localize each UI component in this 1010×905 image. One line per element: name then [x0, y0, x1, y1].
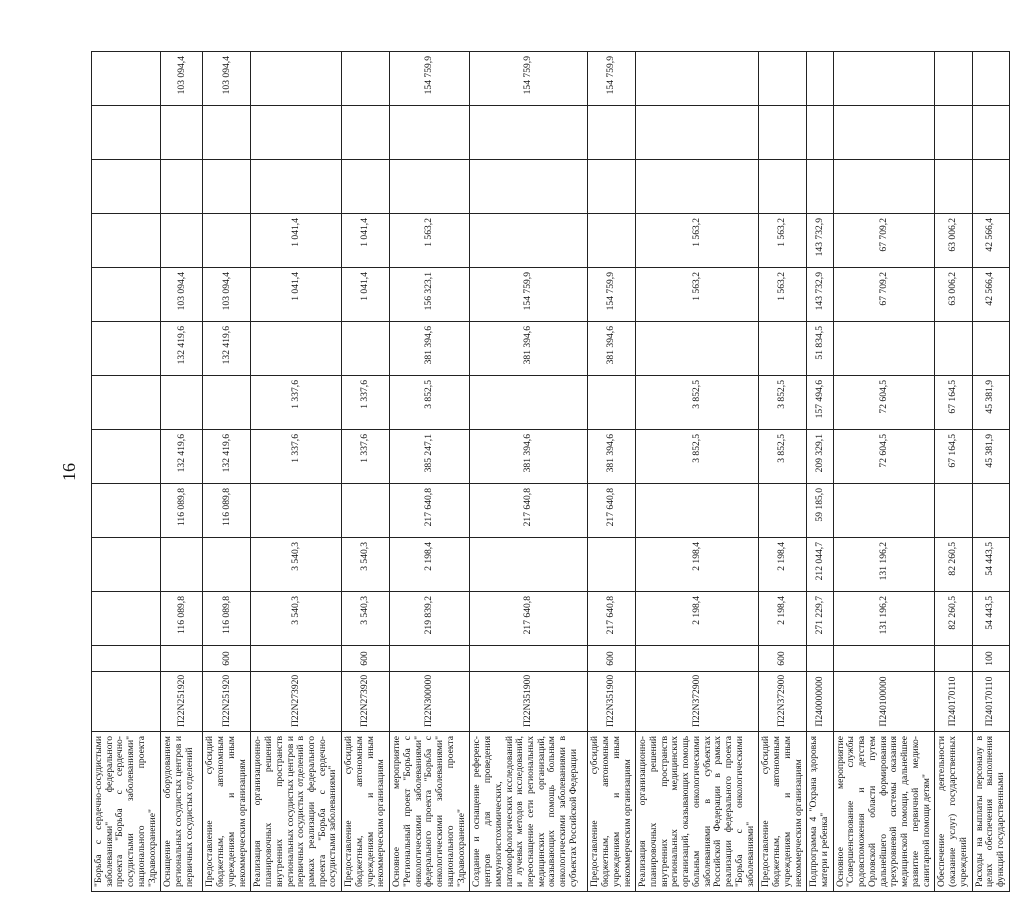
amount-cell: 381 394,6	[390, 322, 470, 376]
amount-cell: 116 089,8	[161, 592, 203, 646]
row-name-cell: Обеспечение деятельности (оказание услуг) государственных учреждений	[935, 732, 972, 892]
amount-cell: 3 540,3	[342, 592, 390, 646]
row-name-cell: Предоставление субсидий бюджетным, автономным учреждениям и иным некоммерческим организациям	[203, 732, 251, 892]
amount-cell: 103 094,4	[161, 268, 203, 322]
expense-type-cell	[636, 646, 759, 672]
amount-cell: 1 041,4	[342, 268, 390, 322]
row-name-cell: Предоставление субсидий бюджетным, автономным учреждениям и иным некоммерческим организациям	[342, 732, 390, 892]
amount-cell: 45 381,9	[972, 430, 1009, 484]
amount-cell	[342, 106, 390, 160]
amount-cell: 67 709,2	[833, 268, 935, 322]
amount-cell	[390, 106, 470, 160]
target-code-cell: П22N251920	[161, 672, 203, 732]
amount-cell	[759, 160, 807, 214]
page-number: 16	[59, 463, 79, 481]
amount-cell	[935, 484, 972, 538]
amount-cell: 154 759,9	[470, 52, 588, 106]
amount-cell	[92, 268, 161, 322]
amount-cell	[161, 160, 203, 214]
amount-cell	[251, 484, 342, 538]
amount-cell: 2 198,4	[390, 538, 470, 592]
amount-cell: 1 337,6	[251, 376, 342, 430]
amount-cell: 2 198,4	[636, 538, 759, 592]
amount-cell	[588, 214, 636, 268]
amount-cell	[342, 484, 390, 538]
budget-table	[91, 51, 1010, 892]
expense-type-cell	[251, 646, 342, 672]
target-code-cell: П22N351900	[470, 672, 588, 732]
row-name-cell: Предоставление субсидий бюджетным, автономным учреждениям и иным некоммерческим организациям	[759, 732, 807, 892]
amount-cell	[636, 160, 759, 214]
amount-cell: 3 852,5	[636, 376, 759, 430]
amount-cell	[972, 322, 1009, 376]
row-name-cell: Реализация организационно-планировочных решений внутренних пространств региональных медицинских организаций, оказывающих помощь больным онкологическими заболеваниями в субъектах Российской Федерации в рамках реализации федерального проекта "Борьба с онкологическими заболеваниями"	[636, 732, 759, 892]
amount-cell: 42 566,4	[972, 268, 1009, 322]
amount-cell	[807, 106, 833, 160]
amount-cell: 59 185,0	[807, 484, 833, 538]
table-row	[161, 52, 203, 892]
expense-type-cell: 100	[972, 646, 1009, 672]
amount-cell	[935, 160, 972, 214]
amount-cell: 212 044,7	[807, 538, 833, 592]
amount-cell	[807, 160, 833, 214]
amount-cell: 157 494,6	[807, 376, 833, 430]
amount-cell: 67 709,2	[833, 214, 935, 268]
target-code-cell: П22N300000	[390, 672, 470, 732]
amount-cell: 82 260,5	[935, 538, 972, 592]
amount-cell: 219 839,2	[390, 592, 470, 646]
amount-cell: 103 094,4	[203, 268, 251, 322]
expense-type-cell	[161, 646, 203, 672]
amount-cell	[833, 322, 935, 376]
amount-cell: 67 164,5	[935, 430, 972, 484]
amount-cell: 54 443,5	[972, 592, 1009, 646]
amount-cell: 45 381,9	[972, 376, 1009, 430]
amount-cell	[588, 538, 636, 592]
amount-cell: 132 419,6	[203, 322, 251, 376]
expense-type-cell	[833, 646, 935, 672]
amount-cell: 156 323,1	[390, 268, 470, 322]
table-row	[935, 52, 972, 892]
amount-cell: 3 852,5	[759, 430, 807, 484]
amount-cell	[470, 538, 588, 592]
amount-cell	[470, 214, 588, 268]
row-name-cell: Оснащение оборудованием региональных сосудистых центров и первичных сосудистых отделений	[161, 732, 203, 892]
amount-cell	[470, 106, 588, 160]
amount-cell: 1 041,4	[251, 268, 342, 322]
amount-cell: 3 852,5	[759, 376, 807, 430]
amount-cell: 72 604,5	[833, 376, 935, 430]
row-name-cell: Расходы на выплаты персоналу в целях обеспечения выполнения функций государственными	[972, 732, 1009, 892]
amount-cell	[92, 106, 161, 160]
target-code-cell	[92, 672, 161, 732]
target-code-cell: П240100000	[833, 672, 935, 732]
amount-cell: 2 198,4	[636, 592, 759, 646]
expense-type-cell	[92, 646, 161, 672]
amount-cell: 217 640,8	[588, 484, 636, 538]
amount-cell	[935, 52, 972, 106]
amount-cell	[588, 106, 636, 160]
amount-cell: 217 640,8	[470, 592, 588, 646]
row-name-cell: Реализация организационно-планировочных решений внутренних пространств региональных сосудистых центров и первичных сосудистых отделений в рамках реализации федерального проекта "Борьба с сердечно-сосудистыми заболеваниями"	[251, 732, 342, 892]
amount-cell	[807, 52, 833, 106]
amount-cell: 3 540,3	[342, 538, 390, 592]
amount-cell: 154 759,9	[390, 52, 470, 106]
amount-cell	[972, 106, 1009, 160]
amount-cell	[92, 538, 161, 592]
table-row	[470, 52, 588, 892]
expense-type-cell: 600	[342, 646, 390, 672]
amount-cell	[470, 376, 588, 430]
amount-cell	[92, 160, 161, 214]
amount-cell	[636, 52, 759, 106]
amount-cell	[342, 160, 390, 214]
target-code-cell: П240170110	[972, 672, 1009, 732]
amount-cell: 67 164,5	[935, 376, 972, 430]
amount-cell	[636, 484, 759, 538]
amount-cell: 3 540,3	[251, 538, 342, 592]
amount-cell	[251, 322, 342, 376]
amount-cell: 1 563,2	[636, 214, 759, 268]
amount-cell	[759, 52, 807, 106]
amount-cell: 116 089,8	[203, 484, 251, 538]
amount-cell: 1 041,4	[251, 214, 342, 268]
amount-cell	[759, 322, 807, 376]
amount-cell	[161, 214, 203, 268]
amount-cell: 116 089,8	[203, 592, 251, 646]
amount-cell	[588, 376, 636, 430]
amount-cell: 3 852,5	[390, 376, 470, 430]
amount-cell	[203, 214, 251, 268]
amount-cell	[92, 322, 161, 376]
amount-cell	[972, 52, 1009, 106]
table-row	[92, 52, 161, 892]
table-row	[807, 52, 833, 892]
table-row	[342, 52, 390, 892]
amount-cell: 217 640,8	[390, 484, 470, 538]
amount-cell: 143 732,9	[807, 268, 833, 322]
amount-cell	[251, 52, 342, 106]
expense-type-cell	[470, 646, 588, 672]
amount-cell	[161, 106, 203, 160]
row-name-cell: Подпрограмма 4 "Охрана здоровья матери и ребенка"	[807, 732, 833, 892]
amount-cell	[92, 214, 161, 268]
table-row	[636, 52, 759, 892]
target-code-cell: П240170110	[935, 672, 972, 732]
amount-cell: 1 563,2	[390, 214, 470, 268]
amount-cell: 1 337,6	[251, 430, 342, 484]
amount-cell: 63 006,2	[935, 214, 972, 268]
target-code-cell: П22N273920	[251, 672, 342, 732]
target-code-cell: П240000000	[807, 672, 833, 732]
amount-cell	[833, 484, 935, 538]
table-row	[588, 52, 636, 892]
amount-cell: 131 196,2	[833, 538, 935, 592]
amount-cell: 1 563,2	[759, 268, 807, 322]
target-code-cell: П22N251920	[203, 672, 251, 732]
amount-cell	[833, 160, 935, 214]
amount-cell	[161, 538, 203, 592]
amount-cell: 54 443,5	[972, 538, 1009, 592]
amount-cell	[935, 322, 972, 376]
row-name-cell: Предоставление субсидий бюджетным, автономным учреждениям и иным некоммерческим организациям	[588, 732, 636, 892]
amount-cell	[203, 538, 251, 592]
amount-cell	[972, 484, 1009, 538]
amount-cell: 116 089,8	[161, 484, 203, 538]
expense-type-cell	[807, 646, 833, 672]
amount-cell: 1 337,6	[342, 430, 390, 484]
amount-cell: 63 006,2	[935, 268, 972, 322]
amount-cell: 2 198,4	[759, 538, 807, 592]
amount-cell	[636, 322, 759, 376]
expense-type-cell: 600	[588, 646, 636, 672]
amount-cell	[833, 106, 935, 160]
expense-type-cell: 600	[759, 646, 807, 672]
amount-cell: 131 196,2	[833, 592, 935, 646]
rotated-page	[57, 48, 1006, 896]
amount-cell	[833, 52, 935, 106]
amount-cell	[342, 322, 390, 376]
amount-cell: 154 759,9	[470, 268, 588, 322]
amount-cell: 154 759,9	[588, 52, 636, 106]
amount-cell: 385 247,1	[390, 430, 470, 484]
amount-cell	[759, 484, 807, 538]
amount-cell	[251, 160, 342, 214]
amount-cell: 209 329,1	[807, 430, 833, 484]
amount-cell: 51 834,5	[807, 322, 833, 376]
row-name-cell: "Борьба с сердечно-сосудистыми заболеваниями" федерального проекта "Борьба с сердечно-сосудистыми заболеваниями" национального проекта "Здравоохранение"	[92, 732, 161, 892]
table-row	[203, 52, 251, 892]
amount-cell	[92, 52, 161, 106]
amount-cell	[636, 106, 759, 160]
row-name-cell: Основное мероприятие "Совершенствование службы родовспоможения и детства Орловской области путем дальнейшего формирования трехуровневой системы оказания медицинской помощи, дальнейшее развитие первичной медико-санитарной помощи детям"	[833, 732, 935, 892]
amount-cell	[203, 376, 251, 430]
amount-cell	[92, 430, 161, 484]
amount-cell	[972, 160, 1009, 214]
amount-cell: 271 229,7	[807, 592, 833, 646]
amount-cell: 381 394,6	[470, 322, 588, 376]
amount-cell	[92, 484, 161, 538]
amount-cell: 381 394,6	[588, 322, 636, 376]
amount-cell: 143 732,9	[807, 214, 833, 268]
amount-cell	[470, 160, 588, 214]
expense-type-cell	[935, 646, 972, 672]
row-name-cell: Основное мероприятие "Региональный проект "Борьба с онкологическими заболеваниями" федерального проекта "Борьба с онкологическими заболеваниями" национального проекта "Здравоохранение"	[390, 732, 470, 892]
amount-cell: 132 419,6	[161, 322, 203, 376]
amount-cell	[161, 376, 203, 430]
amount-cell	[588, 160, 636, 214]
amount-cell: 132 419,6	[203, 430, 251, 484]
expense-type-cell	[390, 646, 470, 672]
table-row	[972, 52, 1009, 892]
amount-cell: 103 094,4	[203, 52, 251, 106]
amount-cell: 217 640,8	[470, 484, 588, 538]
table-row	[833, 52, 935, 892]
amount-cell: 132 419,6	[161, 430, 203, 484]
amount-cell: 381 394,6	[470, 430, 588, 484]
amount-cell: 103 094,4	[161, 52, 203, 106]
amount-cell: 1 563,2	[759, 214, 807, 268]
amount-cell	[759, 106, 807, 160]
amount-cell	[203, 106, 251, 160]
amount-cell: 82 260,5	[935, 592, 972, 646]
expense-type-cell: 600	[203, 646, 251, 672]
amount-cell: 217 640,8	[588, 592, 636, 646]
amount-cell	[342, 52, 390, 106]
table-row	[390, 52, 470, 892]
target-code-cell: П22N351900	[588, 672, 636, 732]
table-row	[251, 52, 342, 892]
target-code-cell: П22N273920	[342, 672, 390, 732]
amount-cell: 381 394,6	[588, 430, 636, 484]
amount-cell	[390, 160, 470, 214]
amount-cell: 3 852,5	[636, 430, 759, 484]
amount-cell	[251, 106, 342, 160]
table-row	[759, 52, 807, 892]
amount-cell	[92, 592, 161, 646]
amount-cell: 1 563,2	[636, 268, 759, 322]
amount-cell: 1 337,6	[342, 376, 390, 430]
target-code-cell: П22N372900	[636, 672, 759, 732]
amount-cell: 72 604,5	[833, 430, 935, 484]
amount-cell: 42 566,4	[972, 214, 1009, 268]
amount-cell: 3 540,3	[251, 592, 342, 646]
amount-cell	[935, 106, 972, 160]
row-name-cell: Создание и оснащение референс-центров для проведения иммуногистохимических, патоморфологических исследований и лучевых методов исследований, переоснащение сети региональных медицинских организаций, оказывающих помощь больным онкологическими заболеваниями в субъектах Российской Федерации	[470, 732, 588, 892]
amount-cell: 154 759,9	[588, 268, 636, 322]
target-code-cell: П22N372900	[759, 672, 807, 732]
amount-cell: 2 198,4	[759, 592, 807, 646]
amount-cell	[203, 160, 251, 214]
amount-cell	[92, 376, 161, 430]
amount-cell: 1 041,4	[342, 214, 390, 268]
